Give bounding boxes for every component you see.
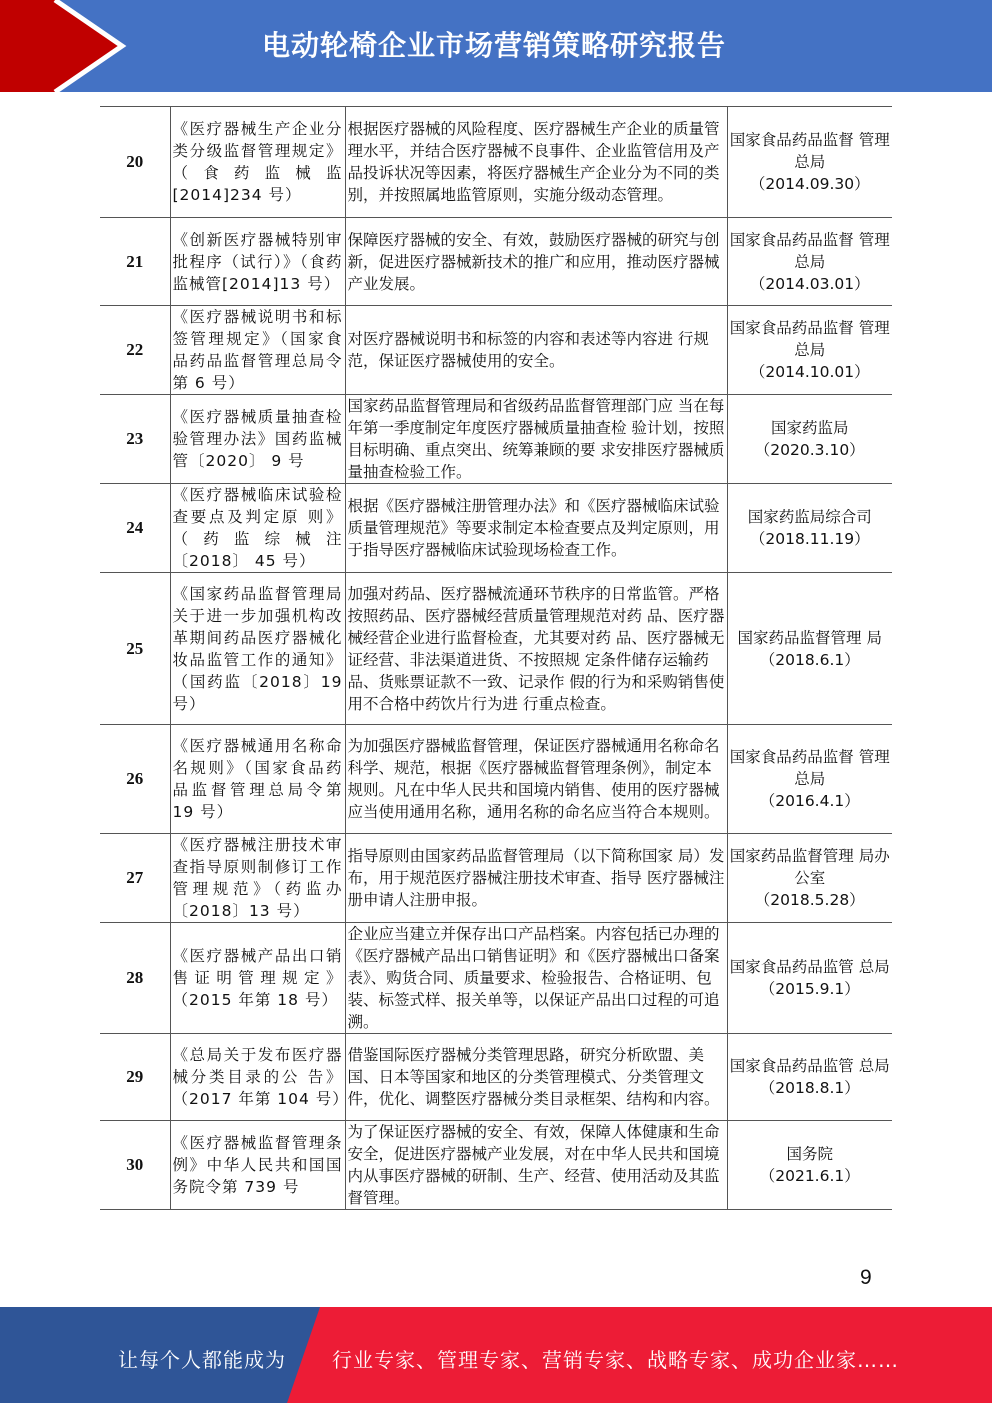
regulation-description: 对医疗器械说明书和标签的内容和表述等内容进 行规范，保证医疗器械使用的安全。 — [345, 306, 727, 395]
regulation-description: 借鉴国际医疗器械分类管理思路，研究分析欧盟、美国、日本等国家和地区的分类管理模式、分类管理文件，优化、调整医疗器械分类目录框架、结构和内容。 — [345, 1034, 727, 1121]
regulation-description: 为了保证医疗器械的安全、有效，保障人体健康和生命安全，促进医疗器械产业发展，对在中华人民共和国境内从事医疗器械的研制、生产、经营、使用活动及其监督管理。 — [345, 1121, 727, 1210]
effective-date: （2014.09.30） — [749, 175, 870, 193]
issuer-cell — [727, 725, 892, 834]
row-number: 21 — [100, 218, 170, 306]
row-number: 23 — [100, 395, 170, 484]
regulation-name: 《医疗器械临床试验检查要点及判定原 则》（药监综械注〔2018〕 45 号） — [170, 484, 345, 573]
regulation-name: 《总局关于发布医疗器械分类目录的公 告》（2017 年第 104 号） — [170, 1034, 345, 1121]
issuer: 国家药品监督管理 局 — [737, 628, 882, 647]
effective-date: （2014.10.01） — [749, 363, 870, 381]
page-number: 9 — [860, 1266, 872, 1289]
row-number: 20 — [100, 107, 170, 218]
issuer: 国家药监局 — [770, 419, 849, 437]
issuer: 国家药品监督管理 局办公室 — [729, 847, 890, 887]
regulation-description: 保障医疗器械的安全、有效，鼓励医疗器械的研究与创新，促进医疗器械新技术的推广和应用，推动医疗器械产业发展。 — [345, 218, 727, 306]
issuer-cell — [727, 1034, 892, 1121]
row-number: 25 — [100, 573, 170, 725]
table-row — [100, 1121, 892, 1210]
issuer-cell — [727, 306, 892, 395]
issuer-cell — [727, 923, 892, 1034]
row-number: 24 — [100, 484, 170, 573]
issuer-cell — [727, 218, 892, 306]
issuer: 国家食品药品监督 管理总局 — [729, 748, 890, 788]
regulation-name: 《医疗器械注册技术审查指导原则制修订工作管理规范》（药监办〔2018〕13 号） — [170, 834, 345, 923]
footer-slogan-right: 行业专家、管理专家、营销专家、战略专家、成功企业家…… — [332, 1348, 899, 1372]
issuer: 国家食品药品监督 管理总局 — [729, 131, 890, 171]
row-number: 27 — [100, 834, 170, 923]
regulations-table — [100, 106, 892, 1210]
effective-date: （2016.4.1） — [759, 792, 860, 810]
issuer-cell — [727, 1121, 892, 1210]
regulation-description: 根据《医疗器械注册管理办法》和《医疗器械临床试验质量管理规范》等要求制定本检查要点及判定原则，用于指导医疗器械临床试验现场检查工作。 — [345, 484, 727, 573]
regulation-name: 《创新医疗器械特别审批程序（试行）》（食药 监械管[2014]13 号） — [170, 218, 345, 306]
regulation-description: 指导原则由国家药品监督管理局（以下简称国家 局）发布，用于规范医疗器械注册技术审查、指导 医疗器械注册申请人注册申报。 — [345, 834, 727, 923]
effective-date: （2020.3.10） — [754, 441, 865, 459]
effective-date: （2018.8.1） — [759, 1079, 860, 1097]
regulation-description: 根据医疗器械的风险程度、医疗器械生产企业的质量管理水平，并结合医疗器械不良事件、企业监管信用及产品投诉状况等因素，将医疗器械生产企业分为不同的类别，并按照属地监管原则，实施分级动态管理。 — [345, 107, 727, 218]
regulation-description: 企业应当建立并保存出口产品档案。内容包括已办理的《医疗器械产品出口销售证明》和《医疗器械出口备案表》、购货合同、质量要求、检验报告、合格证明、包装、标签式样、报关单等，以保证产品出口过程的可追溯。 — [345, 923, 727, 1034]
issuer-cell — [727, 107, 892, 218]
row-number: 22 — [100, 306, 170, 395]
table-row — [100, 107, 892, 218]
page-footer — [0, 1307, 992, 1403]
regulation-description: 为加强医疗器械监督管理，保证医疗器械通用名称命名科学、规范，根据《医疗器械监督管理条例》，制定本规则。凡在中华人民共和国境内销售、使用的医疗器械应当使用通用名称，通用名称的命名应当符合本规则。 — [345, 725, 727, 834]
regulation-description: 国家药品监督管理局和省级药品监督管理部门应 当在每年第一季度制定年度医疗器械质量抽查检 验计划，按照目标明确、重点突出、统筹兼顾的要 求安排医疗器械质量抽查检验工作。 — [345, 395, 727, 484]
issuer-cell — [727, 573, 892, 725]
page-header — [0, 0, 992, 92]
chevron-logo-icon — [0, 0, 140, 92]
issuer-cell — [727, 484, 892, 573]
regulation-name: 《医疗器械生产企业分类分级监督管理规定》（食药监械监[2014]234 号） — [170, 107, 345, 218]
row-number: 30 — [100, 1121, 170, 1210]
table-row — [100, 834, 892, 923]
issuer: 国家食品药品监管 总局 — [729, 1057, 890, 1075]
table-row — [100, 306, 892, 395]
row-number: 26 — [100, 725, 170, 834]
regulation-name: 《医疗器械监督管理条例》中华人民共和国国务院令第 739 号 — [170, 1121, 345, 1210]
issuer: 国家食品药品监督 管理总局 — [729, 230, 890, 271]
table-row — [100, 1034, 892, 1121]
effective-date: （2018.6.1） — [759, 650, 860, 669]
table-row — [100, 395, 892, 484]
footer-slogan-left: 让每个人都能成为 — [118, 1348, 286, 1372]
issuer: 国家食品药品监管 总局 — [729, 958, 890, 976]
issuer: 国家食品药品监督 管理总局 — [729, 319, 890, 359]
effective-date: （2018.11.19） — [749, 530, 870, 548]
table-row — [100, 725, 892, 834]
effective-date: （2015.9.1） — [759, 980, 860, 998]
issuer-cell — [727, 834, 892, 923]
issuer: 国务院 — [786, 1145, 833, 1163]
row-number: 29 — [100, 1034, 170, 1121]
issuer-cell — [727, 395, 892, 484]
issuer: 国家药监局综合司 — [747, 508, 872, 526]
effective-date: （2018.5.28） — [754, 891, 865, 909]
regulation-name: 《医疗器械通用名称命名规则》（国家食品药品监督管理总局令第 19 号） — [170, 725, 345, 834]
table-row — [100, 218, 892, 306]
effective-date: （2021.6.1） — [759, 1167, 860, 1185]
row-number: 28 — [100, 923, 170, 1034]
regulation-name: 《医疗器械质量抽查检验管理办法》国药监械管〔2020〕 9 号 — [170, 395, 345, 484]
table-row — [100, 923, 892, 1034]
regulation-name: 《医疗器械产品出口销售证明管理规定》（2015 年第 18 号） — [170, 923, 345, 1034]
report-title: 电动轮椅企业市场营销策略研究报告 — [262, 29, 727, 62]
table-row — [100, 573, 892, 725]
effective-date: （2014.03.01） — [749, 274, 870, 293]
regulation-description: 加强对药品、医疗器械流通环节秩序的日常监管。严格按照药品、医疗器械经营质量管理规范对药 品、医疗器械经营企业进行监督检查，尤其要对药 品、医疗器械无证经营、非法渠道进货、不按照规 定条件储存运输药品、货账票证款不一致、记录作 假的行为和采购销售使用不合格中药饮片行为进 行重点检查。 — [345, 573, 727, 725]
table-row — [100, 484, 892, 573]
regulation-name: 《国家药品监督管理局关于进一步加强机构改革期间药品医疗器械化妆品监管工作的通知》（国药监〔2018〕19 号） — [170, 573, 345, 725]
regulation-name: 《医疗器械说明书和标签管理规定》（国家食品药品监督管理总局令第 6 号） — [170, 306, 345, 395]
